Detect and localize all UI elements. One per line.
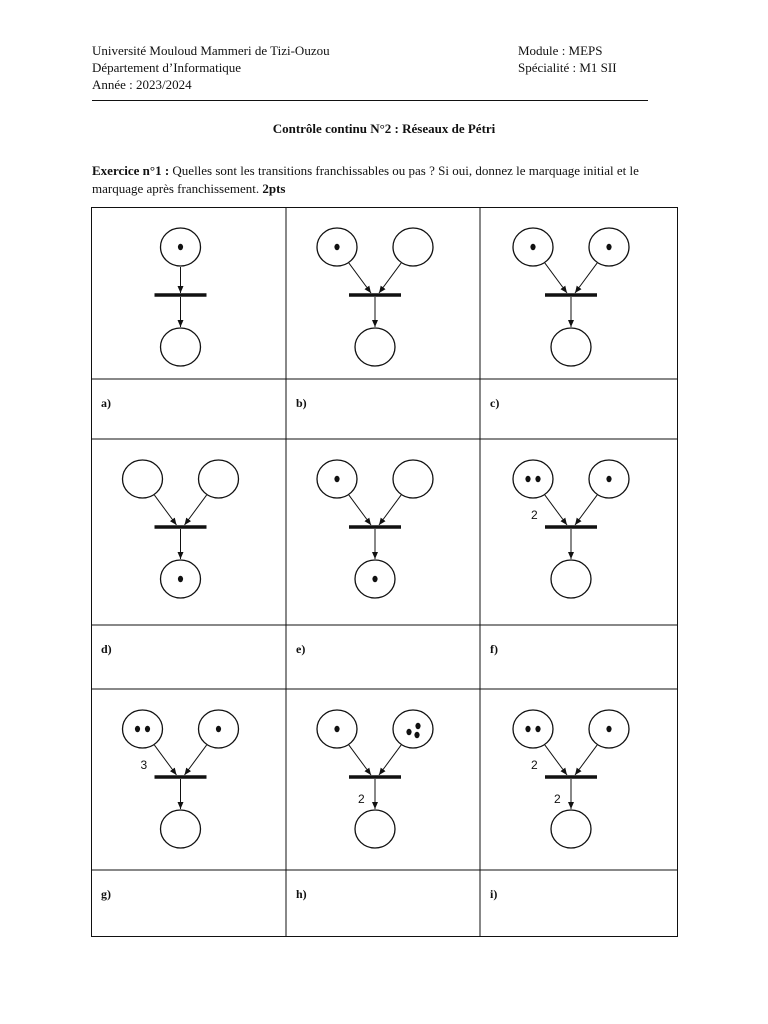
cell-label: i) [490,887,498,901]
input-arc [154,495,176,525]
token [135,726,140,732]
token [178,576,183,582]
place [393,228,433,266]
petri-net-grid [91,207,678,937]
token [606,244,611,250]
department-name: Département d’Informatique [92,60,242,75]
arc-weight: 2 [531,758,538,772]
place [551,810,591,848]
header-divider [92,100,648,101]
cell-label: b) [296,396,307,410]
place [355,328,395,366]
petri-net-table [91,207,678,937]
token [525,476,530,482]
input-arc [349,263,371,293]
arc-weight: 2 [358,792,365,806]
token [606,476,611,482]
input-arc [379,263,401,293]
place [551,328,591,366]
input-arc [545,745,567,775]
cell-label: h) [296,887,307,901]
input-arc [154,745,176,775]
exercise-text: Quelles sont les transitions franchissables ou pas ? Si oui, donnez le marquage initial et le marquage après franchissement. [92,163,639,196]
cell-label: f) [490,642,498,656]
specialty-name: Spécialité : M1 SII [518,60,617,75]
place [161,328,201,366]
university-name: Université Mouloud Mammeri de Tizi-Ouzou [92,43,330,58]
token [145,726,150,732]
place [123,460,163,498]
input-arc [575,745,597,775]
input-arc [545,263,567,293]
token [530,244,535,250]
place [393,460,433,498]
exercise-points: 2pts [262,181,286,196]
input-arc [575,495,597,525]
cell-label: c) [490,396,500,410]
token [606,726,611,732]
place [355,810,395,848]
token [414,732,419,738]
place [393,710,433,748]
token [372,576,377,582]
arc-weight: 3 [140,758,148,772]
input-arc [379,495,401,525]
cell-label: e) [296,642,306,656]
cell-label: a) [101,396,111,410]
module-name: Module : MEPS [518,43,603,58]
input-arc [349,745,371,775]
place [513,460,553,498]
token [178,244,183,250]
header-right [518,42,617,76]
exercise-label: Exercice n°1 : [92,163,170,178]
exercise-statement [92,162,682,198]
place [123,710,163,748]
place [199,460,239,498]
token [535,476,540,482]
token [334,244,339,250]
token [334,726,339,732]
input-arc [379,745,401,775]
input-arc [545,495,567,525]
input-arc [185,495,207,525]
input-arc [185,745,207,775]
cell-label: d) [101,642,112,656]
token [535,726,540,732]
arc-weight: 2 [554,792,561,806]
place [513,710,553,748]
input-arc [575,263,597,293]
cell-label: g) [101,887,111,901]
token [415,723,420,729]
page-title: Contrôle continu N°2 : Réseaux de Pétri [272,121,496,136]
input-arc [349,495,371,525]
academic-year: Année : 2023/2024 [92,77,192,92]
token [406,729,411,735]
place [551,560,591,598]
token [334,476,339,482]
token [525,726,530,732]
token [216,726,221,732]
header-left [92,42,330,93]
arc-weight: 2 [531,508,538,522]
place [161,810,201,848]
